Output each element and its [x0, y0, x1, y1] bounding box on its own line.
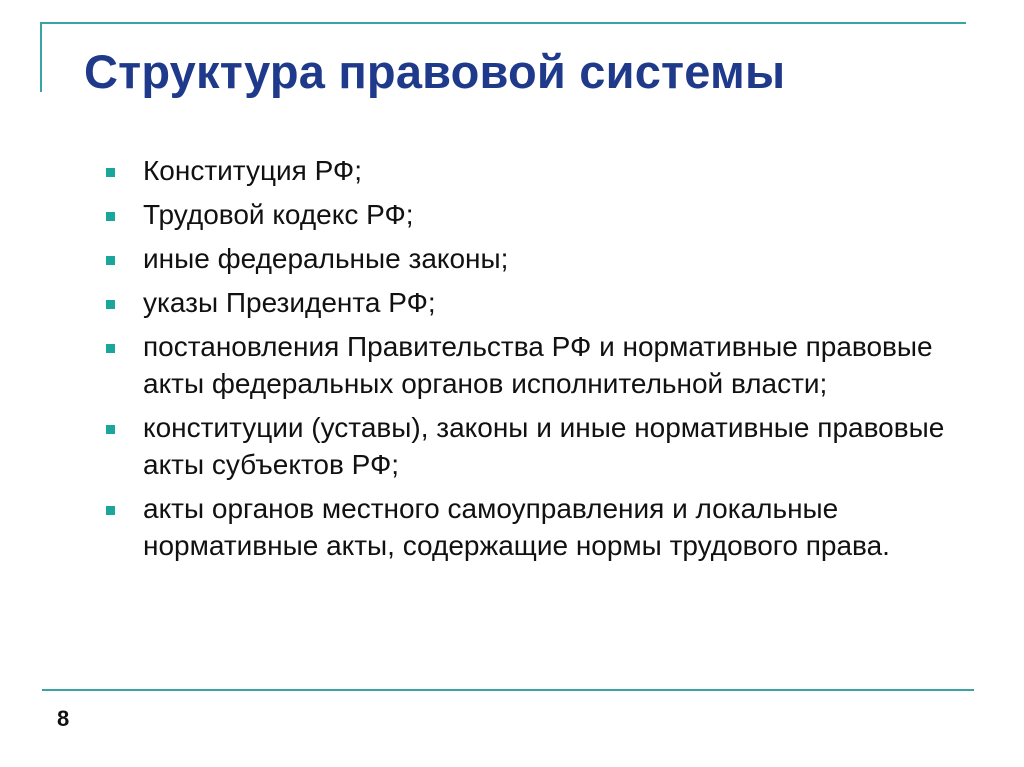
- list-item-text: постановления Правительства РФ и нормативные правовые акты федеральных органов исполнительной власти;: [143, 331, 933, 399]
- list-item: [106, 152, 986, 189]
- list-item-text: Конституция РФ;: [143, 155, 362, 186]
- square-bullet-icon: [106, 168, 115, 177]
- list-item: [106, 240, 986, 277]
- list-item: [106, 490, 986, 564]
- list-item-text: иные федеральные законы;: [143, 243, 509, 274]
- list-item: [106, 409, 986, 483]
- square-bullet-icon: [106, 256, 115, 265]
- slide-title: Структура правовой системы: [84, 45, 786, 98]
- frame-top-line: [40, 22, 966, 24]
- square-bullet-icon: [106, 506, 115, 515]
- list-item-text: конституции (уставы), законы и иные нормативные правовые акты субъектов РФ;: [143, 412, 945, 480]
- square-bullet-icon: [106, 212, 115, 221]
- frame-left-line: [40, 22, 42, 92]
- bullet-list: [106, 152, 986, 571]
- list-item: [106, 328, 986, 402]
- square-bullet-icon: [106, 425, 115, 434]
- footer-line: [42, 689, 974, 691]
- list-item-text: акты органов местного самоуправления и локальные нормативные акты, содержащие нормы трудового права.: [143, 493, 890, 561]
- list-item-text: указы Президента РФ;: [143, 287, 436, 318]
- page-number: 8: [57, 706, 70, 731]
- square-bullet-icon: [106, 344, 115, 353]
- square-bullet-icon: [106, 300, 115, 309]
- list-item: [106, 196, 986, 233]
- list-item-text: Трудовой кодекс РФ;: [143, 199, 414, 230]
- list-item: [106, 284, 986, 321]
